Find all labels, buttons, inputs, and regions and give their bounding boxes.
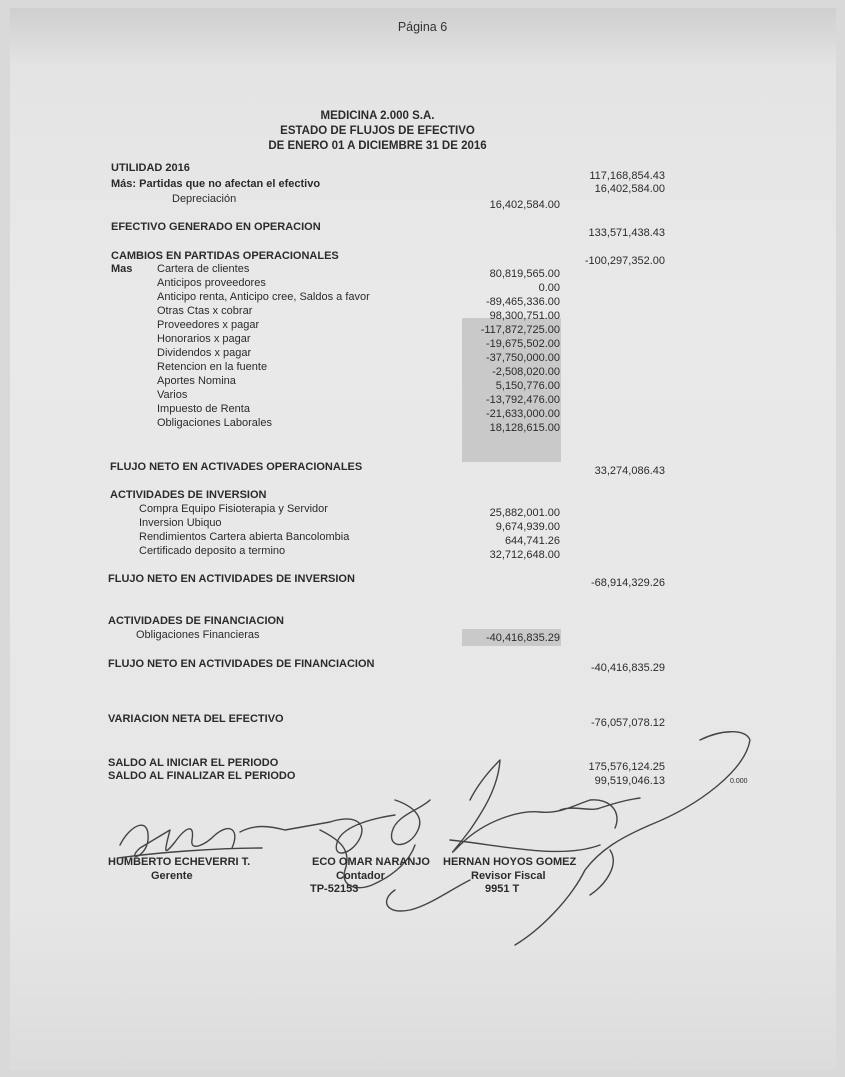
- side-note: 0.000: [730, 778, 748, 785]
- inversion-item-label: Certificado deposito a termino: [139, 545, 286, 557]
- signatory-title: Revisor Fiscal: [471, 870, 546, 882]
- page-number: Página 6: [397, 20, 448, 34]
- cambios-total: -100,297,352.00: [584, 255, 665, 267]
- cambios-item-label: Varios: [157, 389, 188, 401]
- cambios-item-amount: -117,872,725.00: [480, 324, 560, 336]
- cambios-item-label: Dividendos x pagar: [157, 347, 252, 359]
- report-period: DE ENERO 01 A DICIEMBRE 31 DE 2016: [268, 140, 487, 152]
- cambios-item-amount: 0.00: [538, 282, 560, 294]
- signature-gerente: [120, 815, 395, 856]
- cambios-item-amount: -19,675,502.00: [485, 338, 560, 350]
- inversion-item-label: Inversion Ubiquo: [139, 517, 222, 529]
- efectivo-generado-label: EFECTIVO GENERADO EN OPERACION: [111, 221, 321, 233]
- flujo-operacionales-label: FLUJO NETO EN ACTIVADES OPERACIONALES: [110, 461, 363, 473]
- inversion-item-amount: 9,674,939.00: [495, 521, 560, 533]
- cambios-prefix: Mas: [111, 263, 133, 275]
- cambios-item-label: Proveedores x pagar: [157, 319, 260, 331]
- financiacion-label: ACTIVIDADES DE FINANCIACION: [108, 615, 285, 627]
- cambios-label: CAMBIOS EN PARTIDAS OPERACIONALES: [111, 250, 339, 262]
- cambios-item-amount: 80,819,565.00: [489, 268, 560, 280]
- signatory-name: HERNAN HOYOS GOMEZ: [443, 856, 577, 868]
- inversion-item-amount: 25,882,001.00: [489, 507, 560, 519]
- variacion-total: -76,057,078.12: [590, 717, 665, 729]
- efectivo-generado-total: 133,571,438.43: [588, 227, 665, 239]
- saldo-inicial-label: SALDO AL INICIAR EL PERIODO: [108, 757, 279, 769]
- cambios-item-label: Cartera de clientes: [157, 263, 250, 275]
- flujo-financiacion-label: FLUJO NETO EN ACTIVIDADES DE FINANCIACION: [108, 658, 375, 670]
- cambios-item-amount: 18,128,615.00: [489, 422, 560, 434]
- mas-partidas-total: 16,402,584.00: [594, 183, 665, 195]
- cambios-item-label: Anticipo renta, Anticipo cree, Saldos a favor: [157, 291, 370, 303]
- mas-partidas-label: Más: Partidas que no afectan el efectivo: [111, 178, 321, 190]
- flujo-operacionales-total: 33,274,086.43: [594, 465, 665, 477]
- signature-revisor: [387, 732, 750, 945]
- saldo-inicial-total: 175,576,124.25: [588, 761, 665, 773]
- depreciacion-label: Depreciación: [172, 193, 237, 205]
- cambios-item-label: Impuesto de Renta: [157, 403, 250, 415]
- signatory-extra: TP-52153: [310, 883, 359, 895]
- cambios-item-amount: -21,633,000.00: [485, 408, 560, 420]
- report-title: ESTADO DE FLUJOS DE EFECTIVO: [280, 125, 475, 137]
- flujo-inversion-total: -68,914,329.26: [590, 577, 665, 589]
- inversion-item-label: Rendimientos Cartera abierta Bancolombia: [139, 531, 350, 543]
- signatory-title: Gerente: [151, 870, 193, 882]
- financiacion-item-label: Obligaciones Financieras: [136, 629, 260, 641]
- cambios-item-label: Honorarios x pagar: [157, 333, 251, 345]
- cambios-item-amount: 98,300,751.00: [489, 310, 560, 322]
- utilidad-label: UTILIDAD 2016: [111, 162, 190, 174]
- flujo-inversion-label: FLUJO NETO EN ACTIVIDADES DE INVERSION: [108, 573, 355, 585]
- cambios-item-amount: -89,465,336.00: [485, 296, 560, 308]
- flujo-financiacion-total: -40,416,835.29: [590, 662, 665, 674]
- inversion-item-amount: 32,712,648.00: [489, 549, 560, 561]
- utilidad-total: 117,168,854.43: [589, 170, 665, 182]
- cambios-item-label: Anticipos proveedores: [157, 277, 266, 289]
- inversion-item-amount: 644,741.26: [504, 535, 560, 547]
- inversion-item-label: Compra Equipo Fisioterapia y Servidor: [139, 503, 328, 515]
- cambios-item-label: Retencion en la fuente: [157, 361, 268, 373]
- financiacion-item-amount: -40,416,835.29: [485, 632, 560, 644]
- saldo-final-total: 99,519,046.13: [594, 775, 665, 787]
- cambios-item-amount: -13,792,476.00: [485, 394, 560, 406]
- cambios-item-amount: -37,750,000.00: [485, 352, 560, 364]
- cambios-item-label: Obligaciones Laborales: [157, 417, 272, 429]
- saldo-final-label: SALDO AL FINALIZAR EL PERIODO: [108, 770, 296, 782]
- signatory-title: Contador: [336, 870, 385, 882]
- depreciacion-amount: 16,402,584.00: [489, 199, 560, 211]
- variacion-label: VARIACION NETA DEL EFECTIVO: [108, 713, 284, 725]
- company-name: MEDICINA 2.000 S.A.: [320, 110, 435, 122]
- signatory-name: ECO OMAR NARANJO: [312, 856, 430, 868]
- cambios-item-label: Otras Ctas x cobrar: [157, 305, 253, 317]
- signatory-name: HUMBERTO ECHEVERRI T.: [108, 856, 251, 868]
- cambios-item-label: Aportes Nomina: [157, 375, 236, 387]
- cambios-item-amount: -2,508,020.00: [492, 366, 560, 378]
- inversion-label: ACTIVIDADES DE INVERSION: [110, 489, 267, 501]
- signatory-extra: 9951 T: [485, 883, 520, 895]
- cambios-item-amount: 5,150,776.00: [495, 380, 560, 392]
